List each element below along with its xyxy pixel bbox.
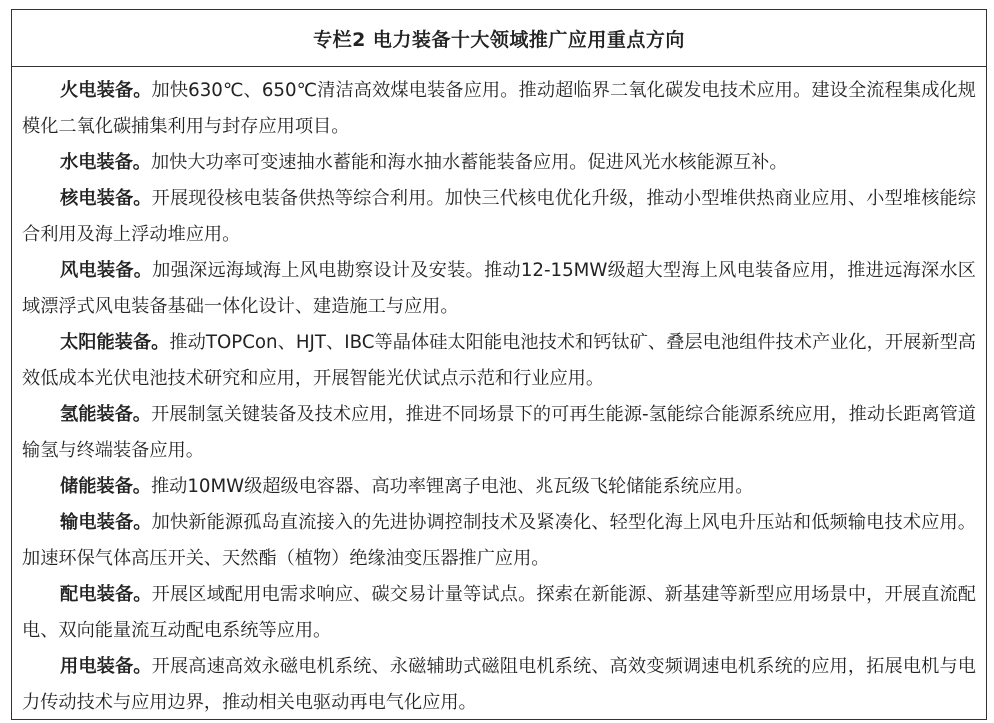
section-consumption [22,649,976,721]
section-solar-power [22,325,976,397]
section-lead: 用电装备。 [60,656,152,677]
column-content [12,67,986,721]
section-wind-power [22,253,976,325]
section-lead: 火电装备。 [60,80,152,101]
column-box [11,9,987,720]
section-lead: 风电装备。 [60,260,153,281]
section-text: 加强深远海域海上风电勘察设计及安装。推动12-15MW级超大型海上风电装备应用，推进远海深水区域漂浮式风电装备基础一体化设计、建造施工与应用。 [22,260,976,317]
section-hydrogen [22,397,976,469]
section-text: 开展区域配用电需求响应、碳交易计量等试点。探索在新能源、新基建等新型应用场景中，开展直流配电、双向能量流互动配电系统等应用。 [22,584,976,641]
section-thermal-power [22,73,976,145]
section-transmission [22,505,976,577]
section-lead: 核电装备。 [60,188,152,209]
section-lead: 氢能装备。 [60,404,151,425]
section-lead: 配电装备。 [60,584,152,605]
section-lead: 太阳能装备。 [60,332,170,353]
section-text: 加快新能源孤岛直流接入的先进协调控制技术及紧凑化、轻型化海上风电升压站和低频输电技术应用。加速环保气体高压开关、天然酯（植物）绝缘油变压器推广应用。 [22,512,976,569]
section-text: 开展制氢关键装备及技术应用，推进不同场景下的可再生能源-氢能综合能源系统应用，推动长距离管道输氢与终端装备应用。 [22,404,976,461]
section-text: 推动TOPCon、HJT、IBC等晶体硅太阳能电池技术和钙钛矿、叠层电池组件技术产业化，开展新型高效低成本光伏电池技术研究和应用，开展智能光伏试点示范和行业应用。 [22,332,976,389]
section-text: 开展高速高效永磁电机系统、永磁辅助式磁阻电机系统、高效变频调速电机系统的应用，拓展电机与电力传动技术与应用边界，推动相关电驱动再电气化应用。 [22,656,976,713]
section-energy-storage [22,469,976,505]
section-lead: 储能装备。 [60,476,151,497]
section-hydro-power [22,145,976,181]
section-distribution [22,577,976,649]
column-title: 专栏2 电力装备十大领域推广应用重点方向 [313,28,685,51]
title-row [12,10,986,67]
section-nuclear-power [22,181,976,253]
section-text: 开展现役核电装备供热等综合利用。加快三代核电优化升级，推动小型堆供热商业应用、小型堆核能综合利用及海上浮动堆应用。 [22,188,976,245]
section-lead: 水电装备。 [60,152,151,173]
section-text: 加快大功率可变速抽水蓄能和海水抽水蓄能装备应用。促进风光水核能源互补。 [150,152,788,173]
section-text: 加快630℃、650℃清洁高效煤电装备应用。推动超临界二氧化碳发电技术应用。建设全流程集成化规模化二氧化碳捕集利用与封存应用项目。 [22,80,976,137]
section-text: 推动10MW级超级电容器、高功率锂离子电池、兆瓦级飞轮储能系统应用。 [150,476,754,497]
section-lead: 输电装备。 [60,512,152,533]
